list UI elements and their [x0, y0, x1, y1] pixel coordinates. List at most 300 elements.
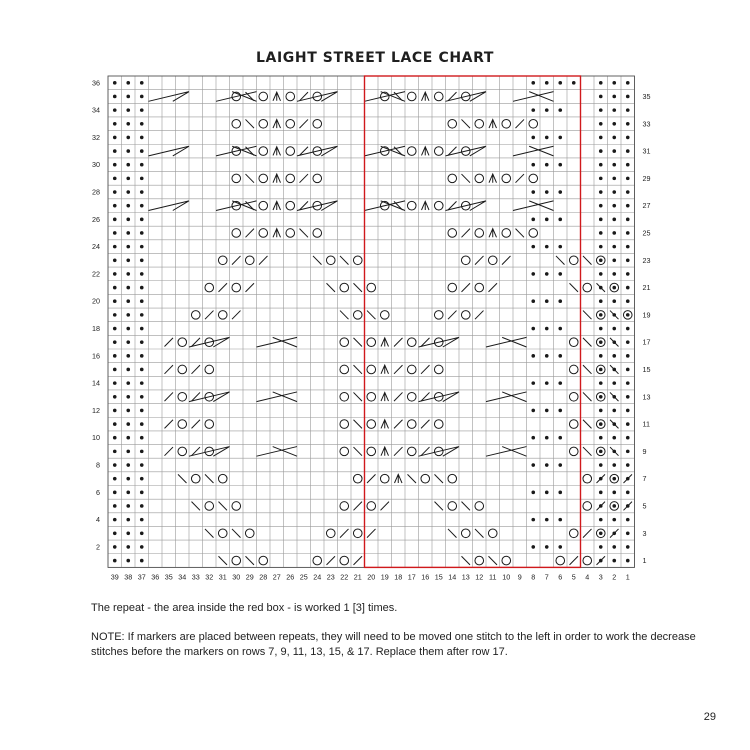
purl-dot	[113, 218, 117, 222]
purl-dot	[599, 313, 603, 317]
cable-left-symbol	[486, 337, 527, 347]
purl-dot	[558, 272, 562, 276]
yarn-over-symbol	[313, 119, 322, 128]
purl-dot	[140, 81, 144, 85]
ssk-symbol	[556, 256, 565, 265]
row-label-right: 33	[642, 119, 651, 129]
purl-dot	[531, 136, 535, 140]
purl-dot	[126, 81, 130, 85]
purl-dot	[626, 409, 630, 413]
cable-left-symbol	[257, 392, 298, 402]
ssk-symbol	[327, 283, 336, 292]
ssk-symbol	[192, 502, 201, 511]
yarn-over-symbol	[245, 529, 254, 538]
purl-dot	[140, 381, 144, 385]
purl-dot	[558, 163, 562, 167]
k2tog-symbol	[259, 256, 268, 265]
column-label: 14	[448, 572, 457, 582]
purl-dot	[531, 545, 535, 549]
yarn-over-symbol	[569, 256, 578, 265]
k2tog-symbol	[462, 229, 471, 238]
yarn-over-symbol	[353, 474, 362, 483]
purl-dot	[113, 95, 117, 99]
purl-dot	[626, 422, 630, 426]
purl-dot	[599, 354, 603, 358]
yarn-over-symbol	[245, 256, 254, 265]
purl-dot	[626, 340, 630, 344]
row-label-right: 15	[642, 364, 651, 374]
yarn-over-symbol	[178, 420, 187, 429]
yarn-over-symbol	[434, 365, 443, 374]
yarn-over-symbol	[461, 256, 470, 265]
column-label: 18	[394, 572, 403, 582]
purl-dot	[113, 463, 117, 467]
purl-dot	[612, 299, 616, 303]
row-label-left: 12	[92, 405, 100, 415]
purl-dot	[545, 136, 549, 140]
yarn-over-symbol	[407, 365, 416, 374]
row-label-right: 25	[642, 228, 651, 238]
row-label-right: 11	[642, 419, 650, 429]
purl-dot	[140, 190, 144, 194]
purl-dot	[113, 368, 117, 372]
purl-dot	[626, 163, 630, 167]
yarn-over-symbol	[340, 420, 349, 429]
purl-dot	[140, 299, 144, 303]
purl-dot	[126, 368, 130, 372]
yarn-over-symbol	[475, 556, 484, 565]
ssk-symbol	[435, 474, 444, 483]
purl-dot	[612, 559, 616, 563]
purl-dot	[140, 149, 144, 153]
yarn-over-symbol	[475, 502, 484, 511]
purl-dot	[599, 368, 603, 372]
yarn-over-symbol	[488, 256, 497, 265]
purl-dot	[126, 545, 130, 549]
purl-dot	[140, 354, 144, 358]
purl-dot	[140, 545, 144, 549]
k2tog-symbol	[475, 256, 484, 265]
yarn-over-symbol	[367, 502, 376, 511]
yarn-over-symbol	[583, 502, 592, 511]
purl-dot	[612, 340, 616, 344]
yarn-over-symbol	[569, 420, 578, 429]
column-label: 26	[286, 572, 295, 582]
double-decrease-symbol	[381, 338, 389, 347]
row-label-left: 28	[92, 187, 100, 197]
yarn-over-symbol	[191, 474, 200, 483]
purl-dot	[545, 491, 549, 495]
purl-dot	[599, 136, 603, 140]
purl-dot	[626, 531, 630, 535]
ssk-symbol	[246, 556, 255, 565]
purl-dot	[558, 491, 562, 495]
purl-dot	[113, 327, 117, 331]
k2tog-symbol	[489, 283, 498, 292]
purl-dot	[545, 81, 549, 85]
column-label: 13	[461, 572, 470, 582]
purl-dot	[545, 463, 549, 467]
row-label-left: 24	[92, 242, 100, 252]
purl-dot	[626, 327, 630, 331]
double-decrease-symbol	[273, 201, 281, 210]
k2tog-symbol	[327, 556, 336, 565]
yarn-over-symbol	[286, 174, 295, 183]
yarn-over-symbol	[218, 474, 227, 483]
purl-dot	[113, 381, 117, 385]
purl-dot	[626, 95, 630, 99]
row-label-right: 31	[642, 146, 651, 156]
column-label: 24	[313, 572, 322, 582]
purl-dot	[531, 163, 535, 167]
k2tog-symbol	[165, 392, 174, 401]
ssk-symbol	[583, 420, 592, 429]
ssk-symbol	[300, 229, 309, 238]
double-decrease-symbol	[489, 229, 497, 238]
k2tog-symbol	[421, 420, 430, 429]
row-label-left: 14	[92, 378, 100, 388]
purl-dot	[626, 286, 630, 290]
purl-dot	[599, 231, 603, 235]
purl-dot	[599, 95, 603, 99]
purl-dot	[140, 272, 144, 276]
purl-dot	[545, 436, 549, 440]
ssk-symbol	[219, 502, 228, 511]
purl-dot	[612, 95, 616, 99]
yarn-over-symbol	[232, 229, 241, 238]
purl-dot	[558, 463, 562, 467]
purl-dot	[113, 81, 117, 85]
double-decrease-symbol	[381, 392, 389, 401]
row-label-right: 1	[642, 556, 647, 566]
row-label-right: 23	[642, 255, 651, 265]
purl-dot	[126, 299, 130, 303]
yarn-over-symbol	[475, 119, 484, 128]
purl-dot	[140, 463, 144, 467]
purl-dot	[626, 313, 630, 317]
purl-dot	[599, 108, 603, 112]
purl-dot	[140, 245, 144, 249]
ssk-symbol	[583, 256, 592, 265]
purl-dot	[126, 531, 130, 535]
yarn-over-symbol	[259, 174, 268, 183]
purl-dot	[113, 504, 117, 508]
yarn-over-symbol	[529, 119, 538, 128]
purl-dot	[545, 245, 549, 249]
yarn-over-symbol	[407, 338, 416, 347]
purl-dot	[140, 136, 144, 140]
purl-dot	[113, 450, 117, 454]
purl-dot	[140, 436, 144, 440]
k2tog-symbol	[232, 311, 241, 320]
ssk-symbol	[313, 256, 322, 265]
purl-dot	[612, 422, 616, 426]
purl-dot	[126, 258, 130, 262]
ssk-symbol	[354, 365, 363, 374]
k2tog-symbol	[394, 365, 403, 374]
row-label-left: 16	[92, 351, 100, 361]
yarn-over-symbol	[259, 147, 268, 156]
yarn-over-symbol	[407, 420, 416, 429]
yarn-over-symbol	[448, 474, 457, 483]
repeat-caption: The repeat - the area inside the red box - is worked 1 [3] times.	[91, 602, 398, 614]
purl-dot	[626, 204, 630, 208]
purl-dot	[626, 108, 630, 112]
yarn-over-symbol	[313, 556, 322, 565]
yarn-over-symbol	[340, 392, 349, 401]
purl-dot	[558, 81, 562, 85]
yarn-over-symbol	[407, 147, 416, 156]
yarn-over-symbol	[340, 365, 349, 374]
purl-dot	[612, 245, 616, 249]
yarn-over-symbol	[232, 174, 241, 183]
purl-dot	[140, 204, 144, 208]
purl-dot	[126, 463, 130, 467]
purl-dot	[126, 272, 130, 276]
purl-dot	[126, 436, 130, 440]
purl-dot	[599, 436, 603, 440]
column-label: 39	[110, 572, 119, 582]
column-label: 19	[380, 572, 389, 582]
purl-dot	[126, 450, 130, 454]
purl-dot	[140, 531, 144, 535]
purl-dot	[599, 245, 603, 249]
yarn-over-symbol	[178, 447, 187, 456]
yarn-over-symbol	[340, 447, 349, 456]
column-label: 9	[517, 572, 522, 582]
ssk-symbol	[583, 338, 592, 347]
yarn-over-symbol	[178, 392, 187, 401]
purl-dot	[545, 163, 549, 167]
double-decrease-symbol	[422, 201, 430, 210]
column-label: 12	[475, 572, 484, 582]
column-label: 16	[421, 572, 430, 582]
yarn-over-symbol	[218, 311, 227, 320]
yarn-over-symbol	[529, 229, 538, 238]
double-decrease-symbol	[273, 229, 281, 238]
purl-dot	[545, 381, 549, 385]
purl-dot	[113, 177, 117, 181]
purl-dot	[612, 436, 616, 440]
purl-dot	[612, 190, 616, 194]
marker-note: NOTE: If markers are placed between repeats, they will need to be moved one stitch to the left in order to work the decrease stitches before the markers on rows 7, 9, 11, 13, 15, & 17. Replace them after row 17.	[91, 631, 696, 658]
column-label: 31	[218, 572, 227, 582]
purl-dot	[599, 299, 603, 303]
purl-dot	[531, 518, 535, 522]
purl-dot	[126, 122, 130, 126]
purl-dot	[599, 286, 603, 290]
yarn-over-symbol	[569, 529, 578, 538]
purl-dot	[599, 149, 603, 153]
yarn-over-symbol	[205, 365, 214, 374]
purl-dot	[558, 354, 562, 358]
purl-dot	[626, 258, 630, 262]
yarn-over-symbol	[569, 447, 578, 456]
purl-dot	[599, 422, 603, 426]
double-decrease-symbol	[273, 174, 281, 183]
yarn-over-symbol	[340, 502, 349, 511]
ssk-symbol	[462, 174, 471, 183]
k2tog-symbol	[232, 256, 241, 265]
purl-dot	[599, 258, 603, 262]
k2tog-symbol	[354, 556, 363, 565]
purl-dot	[599, 491, 603, 495]
row-label-left: 6	[96, 487, 100, 497]
yarn-over-symbol	[421, 474, 430, 483]
column-label: 11	[489, 572, 497, 582]
purl-dot	[612, 368, 616, 372]
purl-dot	[599, 177, 603, 181]
page-number: 29	[703, 711, 716, 723]
yarn-over-symbol	[407, 201, 416, 210]
double-decrease-symbol	[273, 119, 281, 128]
purl-dot	[558, 218, 562, 222]
purl-dot	[126, 354, 130, 358]
purl-dot	[126, 422, 130, 426]
purl-dot	[113, 108, 117, 112]
row-label-right: 5	[642, 501, 647, 511]
yarn-over-symbol	[448, 174, 457, 183]
yarn-over-symbol	[313, 229, 322, 238]
ssk-symbol	[232, 529, 241, 538]
purl-dot	[612, 327, 616, 331]
yarn-over-symbol	[488, 529, 497, 538]
yarn-over-symbol	[326, 529, 335, 538]
cable-left-symbol	[486, 392, 527, 402]
yarn-over-symbol	[367, 420, 376, 429]
purl-dot	[626, 368, 630, 372]
yarn-over-symbol	[434, 420, 443, 429]
purl-dot	[140, 313, 144, 317]
purl-dot	[612, 504, 616, 508]
purl-dot	[140, 163, 144, 167]
column-label: 23	[326, 572, 335, 582]
ssk-symbol	[489, 556, 498, 565]
purl-dot	[126, 313, 130, 317]
yarn-over-symbol	[286, 229, 295, 238]
purl-dot	[599, 381, 603, 385]
column-label: 8	[531, 572, 536, 582]
row-label-right: 29	[642, 173, 651, 183]
purl-dot	[113, 545, 117, 549]
yarn-over-symbol	[259, 92, 268, 101]
yarn-over-symbol	[367, 338, 376, 347]
k2tog-symbol	[516, 174, 525, 183]
purl-dot	[113, 245, 117, 249]
purl-dot	[531, 81, 535, 85]
purl-dot	[531, 354, 535, 358]
yarn-over-symbol	[475, 283, 484, 292]
yarn-over-symbol	[583, 283, 592, 292]
purl-dot	[599, 463, 603, 467]
yarn-over-symbol	[407, 447, 416, 456]
purl-dot	[113, 422, 117, 426]
yarn-over-symbol	[367, 447, 376, 456]
purl-dot	[126, 327, 130, 331]
yarn-over-symbol	[380, 474, 389, 483]
purl-dot	[626, 177, 630, 181]
purl-dot	[612, 108, 616, 112]
purl-dot	[113, 354, 117, 358]
ssk-symbol	[462, 556, 471, 565]
purl-dot	[545, 354, 549, 358]
ssk-symbol	[205, 474, 214, 483]
yarn-over-symbol	[569, 392, 578, 401]
purl-dot	[626, 245, 630, 249]
k2tog-symbol	[192, 365, 201, 374]
purl-dot	[531, 381, 535, 385]
purl-dot	[113, 122, 117, 126]
purl-dot	[612, 218, 616, 222]
ssk-symbol	[205, 529, 214, 538]
k2tog-symbol	[165, 447, 174, 456]
yarn-over-symbol	[259, 229, 268, 238]
yarn-over-symbol	[286, 119, 295, 128]
k2tog-symbol	[300, 119, 309, 128]
purl-dot	[599, 504, 603, 508]
row-label-left: 2	[96, 542, 100, 552]
k2tog-symbol	[516, 119, 525, 128]
ssk-symbol	[462, 119, 471, 128]
yarn-over-symbol	[340, 283, 349, 292]
purl-dot	[140, 518, 144, 522]
purl-dot	[599, 272, 603, 276]
purl-dot	[626, 149, 630, 153]
purl-dot	[599, 122, 603, 126]
ssk-symbol	[570, 283, 579, 292]
k2tog-symbol	[165, 338, 174, 347]
column-label: 2	[612, 572, 617, 582]
purl-dot	[626, 463, 630, 467]
double-decrease-symbol	[273, 92, 281, 101]
purl-dot	[612, 231, 616, 235]
yarn-over-symbol	[434, 311, 443, 320]
purl-dot	[126, 177, 130, 181]
purl-dot	[113, 258, 117, 262]
purl-dot	[126, 163, 130, 167]
yarn-over-symbol	[569, 365, 578, 374]
purl-dot	[531, 190, 535, 194]
yarn-over-symbol	[232, 119, 241, 128]
purl-dot	[626, 231, 630, 235]
ssk-symbol	[583, 447, 592, 456]
cable-right-symbol	[149, 92, 190, 102]
yarn-over-symbol	[569, 338, 578, 347]
yarn-over-symbol	[326, 256, 335, 265]
purl-dot	[626, 450, 630, 454]
yarn-over-symbol	[218, 256, 227, 265]
purl-dot	[531, 463, 535, 467]
k2tog-symbol	[475, 311, 484, 320]
purl-dot	[126, 518, 130, 522]
purl-dot	[612, 354, 616, 358]
yarn-over-symbol	[434, 92, 443, 101]
purl-dot	[126, 409, 130, 413]
double-decrease-symbol	[381, 447, 389, 456]
row-label-right: 27	[642, 201, 651, 211]
yarn-over-symbol	[286, 201, 295, 210]
k2tog-symbol	[165, 365, 174, 374]
yarn-over-symbol	[286, 92, 295, 101]
purl-dot	[113, 395, 117, 399]
purl-dot	[126, 286, 130, 290]
row-label-right: 17	[642, 337, 651, 347]
ssk-symbol	[178, 474, 187, 483]
purl-dot	[612, 463, 616, 467]
column-label: 17	[407, 572, 416, 582]
purl-dot	[126, 559, 130, 563]
ssk-symbol	[583, 392, 592, 401]
